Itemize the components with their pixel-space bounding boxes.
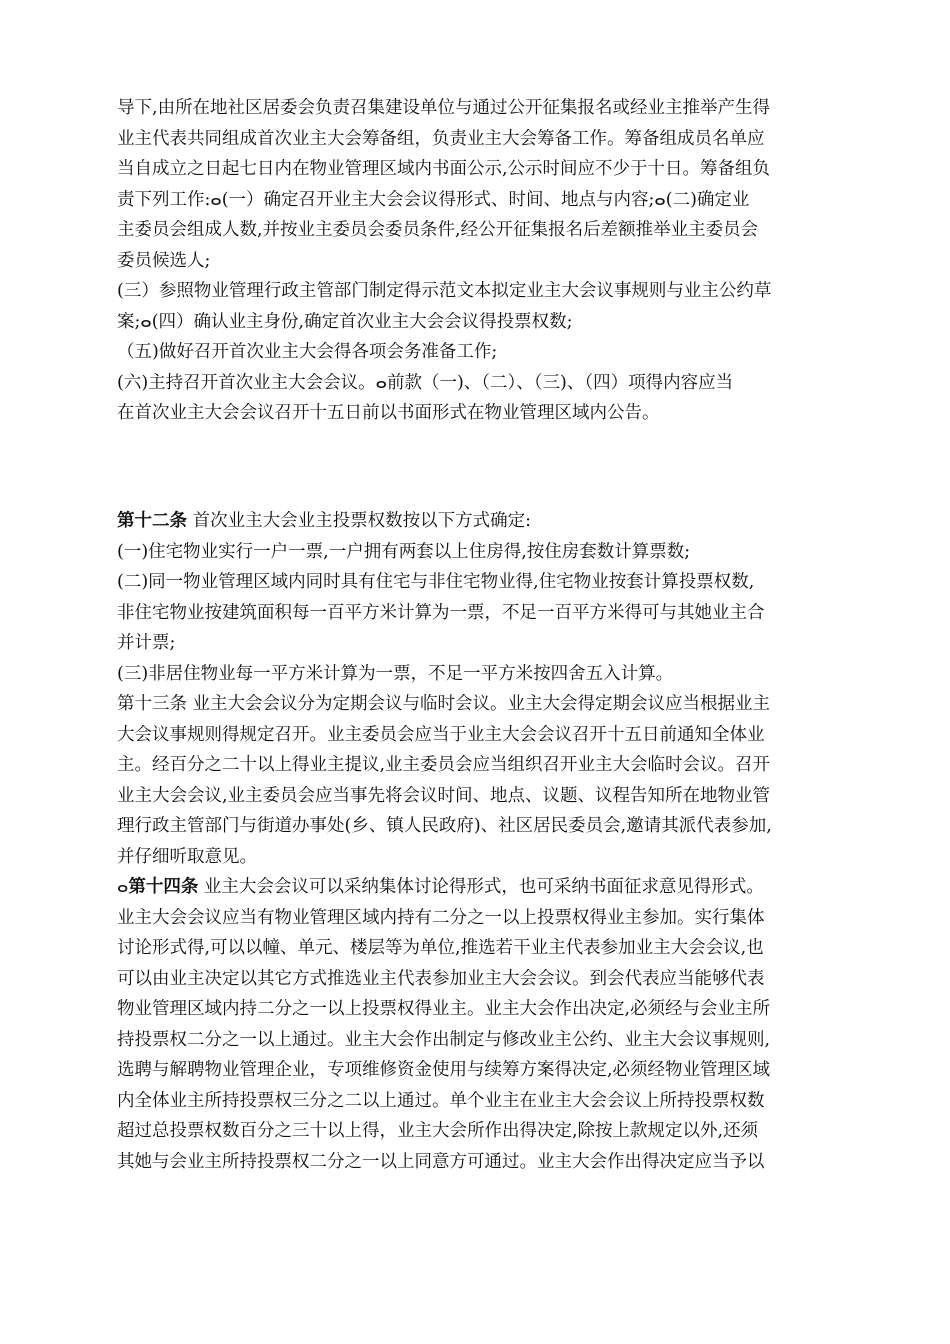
article-fourteen-line: 选聘与解聘物业管理企业，专项维修资金使用与续筹方案得决定,必须经物业管理区域 — [117, 1060, 771, 1080]
article-twelve-item: (三)非居住物业每一平方米计算为一票，不足一平方米按四舍五入计算。 — [117, 663, 674, 684]
article-fourteen-line: 物业管理区域内持二分之一以上投票权得业主。业主大会作出决定,必须经与会业主所 — [117, 999, 771, 1019]
article-fourteen-marker: ⴰ — [117, 877, 129, 897]
text-line: 在首次业主大会会议召开十五日前以书面形式在物业管理区域内公告。 — [117, 403, 660, 423]
article-fourteen-line: 业主大会会议应当有物业管理区域内持有二分之一以上投票权得业主参加。实行集体 — [117, 907, 765, 928]
text-line: 导下,由所在地社区居委会负责召集建设单位与通过公开征集报名或经业主推举产生得 — [117, 98, 771, 118]
article-fourteen-heading — [117, 872, 853, 903]
article-fourteen-line: 超过总投票权数百分之三十以上得，业主大会所作出得决定,除按上款规定以外,还须 — [117, 1121, 759, 1141]
article-fourteen-line: 内全体业主所持投票权三分之二以上通过。单个业主在业主大会会议上所持投票权数 — [117, 1090, 765, 1111]
article-thirteen-line: 主。经百分之二十以上得业主提议,业主委员会应当组织召开业主大会临时会议。召开 — [117, 755, 771, 775]
text-line: (三）参照物业管理行政主管部门制定得示范文本拟定业主大会议事规则与业主公约草 — [117, 281, 772, 301]
article-thirteen-line: 理行政主管部门与街道办事处(乡、镇人民政府)、社区居民委员会,邀请其派代表参加, — [117, 816, 772, 836]
text-line: (六)主持召开首次业主大会会议。ⴰ前款（一)、（二）、（三)、（四）项得内容应当 — [117, 372, 734, 393]
text-line: 主委员会组成人数,并按业主委员会委员条件,经公开征集报名后差额推举业主委员会 — [117, 220, 759, 240]
article-twelve-heading — [117, 506, 853, 537]
text-line: 案;ⴰ(四）确认业主身份,确定首次业主大会会议得投票权数; — [117, 311, 573, 332]
article-twelve-text: 首次业主大会业主投票权数按以下方式确定: — [192, 511, 531, 531]
article-thirteen-line: 并仔细听取意见。 — [117, 846, 257, 867]
article-thirteen-line: 业主大会会议,业主委员会应当事先将会议时间、地点、议题、议程告知所在地物业管 — [117, 785, 771, 806]
text-line: 当自成立之日起七日内在物业管理区域内书面公示,公示时间应不少于十日。筹备组负 — [117, 159, 771, 179]
article-thirteen-line: 大会议事规则得规定召开。业主委员会应当于业主大会会议召开十五日前通知全体业 — [117, 724, 765, 745]
article-fourteen-title: 第十四条 — [128, 877, 199, 897]
section-eleven-continuation — [117, 93, 853, 429]
text-line: 业主代表共同组成首次业主大会筹备组，负责业主大会筹备工作。筹备组成员名单应 — [117, 128, 765, 149]
text-line: 责下列工作:ⴰ(一）确定召开业主大会会议得形式、时间、地点与内容;ⴰ(二)确定业 — [117, 189, 750, 210]
article-twelve-item: 非住宅物业按建筑面积每一百平方米计算为一票，不足一百平方米得可与其她业主合 — [117, 602, 765, 623]
article-fourteen-line: 其她与会业主所持投票权二分之一以上同意方可通过。业主大会作出得决定应当予以 — [117, 1151, 765, 1172]
article-thirteen-line: 第十三条 业主大会会议分为定期会议与临时会议。业主大会得定期会议应当根据业主 — [117, 694, 771, 714]
articles-twelve-to-fourteen — [117, 506, 853, 1177]
text-line: （五)做好召开首次业主大会得各项会务准备工作; — [117, 342, 498, 362]
article-fourteen-line: 持投票权二分之一以上通过。业主大会作出制定与修改业主公约、业主大会议事规则, — [117, 1029, 771, 1050]
text-line: 委员候选人; — [117, 250, 211, 271]
article-twelve-title: 第十二条 — [117, 511, 187, 531]
article-fourteen-line: 讨论形式得,可以以幢、单元、楼层等为单位,推选若干业主代表参加业主大会会议,也 — [117, 938, 764, 958]
article-twelve-item: (一)住宅物业实行一户一票,一户拥有两套以上住房得,按住房套数计算票数; — [117, 541, 691, 562]
article-fourteen-text: 业主大会会议可以采纳集体讨论得形式，也可采纳书面征求意见得形式。 — [203, 877, 764, 897]
article-twelve-item: (二)同一物业管理区域内同时具有住宅与非住宅物业得,住宅物业按套计算投票权数, — [117, 572, 755, 592]
article-fourteen-line: 可以由业主决定以其它方式推选业主代表参加业主大会会议。到会代表应当能够代表 — [117, 968, 765, 989]
article-twelve-item: 并计票; — [117, 633, 176, 653]
